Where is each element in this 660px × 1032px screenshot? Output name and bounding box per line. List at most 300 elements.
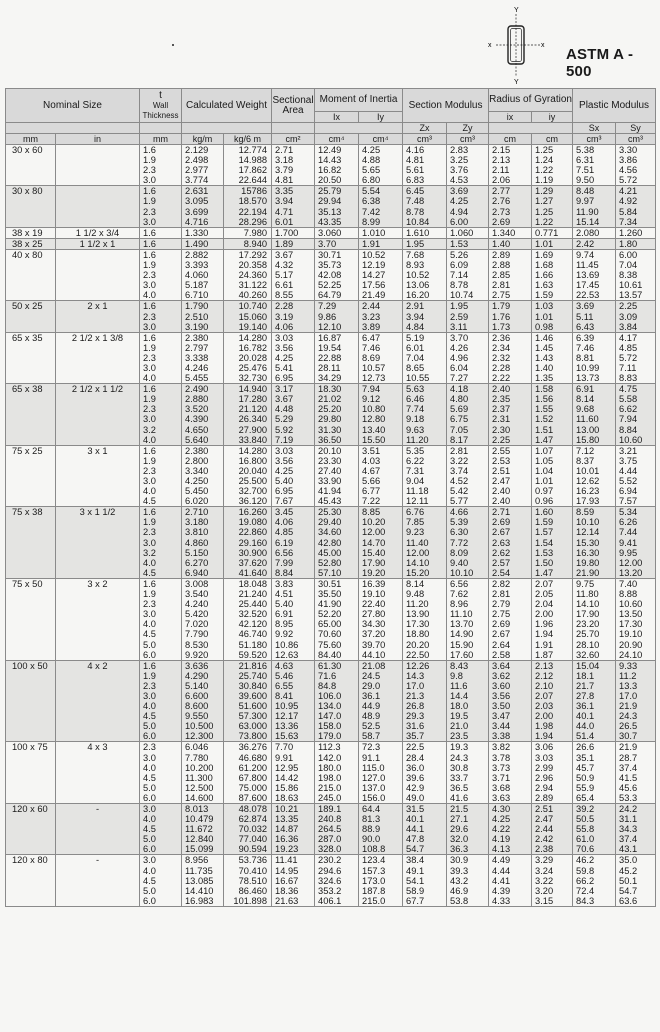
ix-value: 179.0 [318, 731, 342, 742]
rx-cell [489, 186, 532, 227]
ry-cell [532, 227, 573, 238]
weight-kg6m-value: 51.600 [238, 701, 268, 712]
weight-kgm-cell [182, 332, 224, 383]
area-value: 12.17 [275, 711, 299, 722]
weight-kgm-cell [182, 249, 224, 300]
sx-value: 21.90 [576, 567, 600, 578]
zy-value: 53.8 [450, 895, 469, 906]
iy-value: 81.3 [362, 814, 381, 825]
zx-value: 49.1 [406, 865, 425, 876]
area-value: 5.46 [275, 670, 294, 681]
rx-cell [489, 384, 532, 446]
sy-value: 1.260 [619, 227, 643, 238]
iy-value: 14.27 [362, 270, 386, 281]
iy-value: 123.4 [362, 855, 386, 866]
zx-cell [403, 332, 447, 383]
weight-kgm-cell [182, 301, 224, 332]
zx-value: 7.31 [406, 465, 425, 476]
rx-cell [489, 145, 532, 186]
zy-value: 4.25 [450, 196, 469, 207]
size-mm-cell: 50 x 25 [6, 301, 56, 332]
rx-cell [489, 227, 532, 238]
table-row [6, 855, 656, 906]
size-mm-cell: 75 x 25 [6, 445, 56, 507]
zx-value: 14.10 [406, 557, 430, 568]
unit-zx: cm³ [403, 134, 447, 145]
iy-value: 1.010 [362, 227, 386, 238]
size-in-cell [56, 186, 140, 227]
sx-value: 16.23 [576, 486, 600, 497]
unit-mm: mm [6, 134, 56, 145]
ix-value: 180.0 [318, 762, 342, 773]
iy-value: 12.00 [362, 527, 386, 538]
rx-value: 2.51 [492, 465, 511, 476]
zx-value: 7.48 [406, 196, 425, 207]
weight-kgm-value: 4.240 [185, 599, 209, 610]
rx-cell [489, 445, 532, 507]
ry-value: 1.25 [535, 206, 554, 217]
rx-cell [489, 660, 532, 742]
zy-value: 3.11 [450, 321, 468, 332]
ry-value: 2.12 [535, 670, 554, 681]
ry-value: 0.771 [535, 227, 559, 238]
ix-value: 264.5 [318, 824, 342, 835]
sy-value: 28.7 [619, 752, 638, 763]
ix-cell [315, 332, 359, 383]
zx-value: 16.20 [406, 290, 430, 301]
zx-value: 8.78 [406, 206, 425, 217]
thickness-value: 2.3 [143, 352, 156, 363]
ix-value: 23.30 [318, 455, 342, 466]
ix-value: 30.71 [318, 249, 342, 260]
iy-cell [359, 445, 403, 507]
ix-value: 31.30 [318, 424, 342, 435]
sy-value: 8.84 [619, 424, 638, 435]
sy-value: 5.34 [619, 507, 638, 518]
sx-value: 23.20 [576, 619, 600, 630]
thickness-value: 4.0 [143, 557, 156, 568]
rx-value: 2.30 [492, 424, 511, 435]
area-value: 5.40 [275, 599, 294, 610]
weight-kg6m-value: 17.862 [238, 165, 268, 176]
rx-value: 1.79 [492, 301, 511, 312]
standard-title: ASTM A - 500 [566, 46, 634, 80]
zx-value: 42.9 [406, 782, 425, 793]
ry-value: 2.00 [535, 711, 554, 722]
zy-value: 2.83 [450, 145, 469, 155]
sx-value: 9.97 [576, 196, 595, 207]
thickness-value: 1.9 [143, 394, 156, 405]
zx-value: 7.68 [406, 249, 425, 260]
area-cell [272, 804, 315, 855]
rx-value: 2.13 [492, 155, 511, 166]
rx-cell [489, 804, 532, 855]
rx-value: 2.36 [492, 332, 511, 343]
size-mm-cell: 75 x 38 [6, 507, 56, 579]
iy-value: 39.70 [362, 639, 386, 650]
zy-cell [447, 804, 489, 855]
area-value: 3.18 [275, 155, 294, 166]
iy-value: 12.73 [362, 373, 386, 384]
table-row [6, 445, 656, 507]
table-row [6, 238, 656, 249]
zy-value: 5.42 [450, 486, 469, 497]
iy-value: 6.38 [362, 196, 381, 207]
ix-value: 42.80 [318, 537, 342, 548]
weight-kg6m-value: 12.774 [238, 145, 268, 155]
sx-value: 9.74 [576, 249, 595, 260]
iy-value: 10.80 [362, 404, 386, 415]
sy-value: 4.85 [619, 342, 638, 353]
iy-value: 156.0 [362, 792, 386, 803]
rx-value: 2.22 [492, 373, 511, 384]
sy-value: 8.38 [619, 270, 638, 281]
iy-value: 90.0 [362, 834, 381, 845]
zx-value: 7.04 [406, 352, 425, 363]
weight-kgm-value: 2.510 [185, 311, 209, 322]
ry-cell [532, 660, 573, 742]
sx-cell [573, 445, 616, 507]
area-value: 6.95 [275, 373, 294, 384]
weight-kg6m-value: 16.800 [238, 455, 268, 466]
ix-value: 34.29 [318, 373, 342, 384]
sy-cell [616, 507, 656, 579]
ix-value: 353.2 [318, 885, 342, 896]
sx-value: 3.69 [576, 301, 595, 312]
section-properties-table [5, 88, 656, 907]
weight-kg6m-value: 37.620 [238, 557, 268, 568]
area-cell [272, 186, 315, 227]
sy-value: 3.30 [619, 145, 638, 155]
ry-value: 3.24 [535, 865, 554, 876]
zy-value: 8.17 [450, 434, 469, 445]
area-cell [272, 249, 315, 300]
rx-value: 3.78 [492, 752, 511, 763]
ix-value: 245.0 [318, 792, 342, 803]
thickness-value: 2.3 [143, 465, 156, 476]
iy-value: 24.5 [362, 670, 381, 681]
zy-value: 4.52 [450, 476, 469, 486]
thickness-value: 1.9 [143, 670, 156, 681]
sx-value: 15.30 [576, 537, 600, 548]
sy-value: 17.30 [619, 619, 643, 630]
area-value: 4.06 [275, 321, 294, 332]
ry-value: 1.94 [535, 629, 554, 640]
weight-kgm-cell [182, 186, 224, 227]
rx-cell [489, 332, 532, 383]
iy-value: 2.44 [362, 301, 381, 312]
zx-value: 31.5 [406, 804, 425, 814]
rx-value: 3.63 [492, 792, 511, 803]
sy-value: 7.11 [619, 362, 637, 373]
sx-value: 9.50 [576, 175, 595, 186]
rx-value: 2.69 [492, 216, 511, 227]
sy-value: 1.80 [619, 238, 638, 249]
weight-kg6m-value: 15.060 [238, 311, 268, 322]
sy-cell [616, 227, 656, 238]
weight-kg6m-value: 61.200 [238, 762, 268, 773]
zy-value: 5.39 [450, 517, 469, 528]
thickness-value: 4.5 [143, 496, 156, 507]
table-row [6, 742, 656, 804]
weight-kgm-value: 6.940 [185, 567, 209, 578]
thickness-value: 1.6 [143, 332, 156, 343]
sy-value: 5.52 [619, 476, 638, 486]
weight-kg6m-value: 48.078 [238, 804, 268, 814]
iy-header: Iy [359, 112, 403, 123]
iy-value: 157.3 [362, 865, 386, 876]
sx-cell [573, 384, 616, 446]
thickness-value: 3.0 [143, 280, 156, 291]
sx-value: 17.93 [576, 496, 600, 507]
ry-cell [532, 186, 573, 227]
thickness-value: 6.0 [143, 792, 156, 803]
iy-value: 10.57 [362, 362, 386, 373]
zx-value: 58.9 [406, 885, 425, 896]
sy-value: 2.25 [619, 301, 638, 312]
area-value: 13.36 [275, 721, 299, 732]
rx-value: 3.60 [492, 680, 511, 691]
rx-value: 2.81 [492, 280, 511, 291]
ix-value: 134.0 [318, 701, 342, 712]
ix-value: 64.79 [318, 290, 342, 301]
weight-kg6m-cell [224, 804, 272, 855]
rx-value: 1.76 [492, 311, 511, 322]
weight-kgm-value: 14.600 [185, 792, 214, 803]
thickness-value: 3.0 [143, 855, 156, 866]
size-mm-cell: 30 x 60 [6, 145, 56, 186]
iy-value: 3.23 [362, 311, 381, 322]
area-value: 6.91 [275, 609, 294, 620]
weight-kgm-value: 2.380 [185, 445, 209, 456]
rx-value: 2.40 [492, 496, 511, 507]
sy-value: 43.1 [619, 844, 638, 855]
thickness-value: 1.9 [143, 455, 156, 466]
rx-value: 3.82 [492, 742, 511, 753]
thickness-cell [140, 742, 182, 804]
zy-value: 3.25 [450, 155, 469, 166]
sy-value: 5.72 [619, 175, 638, 186]
weight-kgm-value: 12.840 [185, 834, 214, 845]
rx-value: 1.340 [492, 227, 516, 238]
weight-kg6m-value: 19.080 [238, 517, 268, 528]
weight-kgm-value: 16.983 [185, 895, 214, 906]
thickness-value: 2.3 [143, 270, 156, 281]
weight-kgm-value: 3.190 [185, 321, 209, 332]
ix-value: 29.80 [318, 414, 342, 425]
ix-value: 45.00 [318, 547, 342, 558]
weight-kgm-cell [182, 855, 224, 906]
ry-cell [532, 384, 573, 446]
zx-value: 36.0 [406, 762, 425, 773]
zy-value: 4.53 [450, 175, 469, 186]
weight-kg6m-value: 78.510 [238, 875, 268, 886]
zy-cell [447, 145, 489, 186]
thickness-cell [140, 145, 182, 186]
rx-value: 2.47 [492, 476, 511, 486]
zy-value: 11.6 [450, 680, 468, 691]
iy-cell [359, 145, 403, 186]
rx-value: 2.15 [492, 145, 511, 155]
weight-kg6m-value: 14.280 [238, 332, 268, 343]
ix-value: 52.80 [318, 557, 342, 568]
table-row [6, 227, 656, 238]
area-cell [272, 384, 315, 446]
area-value: 6.95 [275, 486, 294, 497]
area-value: 3.35 [275, 186, 294, 197]
zy-value: 17.60 [450, 649, 474, 660]
weight-kg6m-value: 30.840 [238, 680, 268, 691]
sy-value: 9.41 [619, 537, 638, 548]
area-cell [272, 227, 315, 238]
table-row [6, 507, 656, 579]
weight-kg6m-value: 22.644 [238, 175, 268, 186]
size-in-cell: 3 x 1 1/2 [56, 507, 140, 579]
sy-value: 26.5 [619, 721, 638, 732]
ry-value: 1.47 [535, 567, 554, 578]
zy-cell [447, 855, 489, 906]
weight-kg6m-value: 25.500 [238, 476, 268, 486]
sx-value: 5.11 [576, 311, 594, 322]
area-value: 16.67 [275, 875, 299, 886]
zx-value: 11.40 [406, 537, 429, 548]
zx-value: 11.20 [406, 599, 429, 610]
area-value: 4.06 [275, 517, 294, 528]
thickness-value: 6.0 [143, 895, 156, 906]
ix-value: 215.0 [318, 782, 342, 793]
sy-value: 10.60 [619, 434, 643, 445]
thickness-value: 2.3 [143, 680, 156, 691]
iy-value: 21.49 [362, 290, 386, 301]
sx-value: 6.39 [576, 332, 595, 343]
size-mm-cell: 65 x 35 [6, 332, 56, 383]
zx-value: 5.63 [406, 384, 425, 395]
weight-kgm-value: 5.640 [185, 434, 209, 445]
table-row [6, 145, 656, 186]
sx-value: 8.59 [576, 507, 595, 518]
thickness-value: 1.6 [143, 445, 156, 456]
sx-value: 25.70 [576, 629, 600, 640]
ix-value: 9.86 [318, 311, 337, 322]
sy-value: 4.21 [619, 186, 638, 197]
zx-value: 8.14 [406, 578, 425, 589]
ix-value: 7.29 [318, 301, 337, 312]
area-value: 5.41 [275, 362, 294, 373]
zy-value: 11.10 [450, 609, 473, 620]
weight-kgm-value: 5.150 [185, 547, 209, 558]
sx-value: 16.30 [576, 547, 600, 558]
weight-kg6m-value: 53.736 [238, 855, 268, 866]
iy-cell [359, 660, 403, 742]
ry-value: 1.54 [535, 537, 554, 548]
rx-value: 3.47 [492, 711, 511, 722]
zy-value: 7.27 [450, 373, 469, 384]
weight-kgm-value: 8.013 [185, 804, 209, 814]
sx-value: 6.43 [576, 321, 595, 332]
area-value: 8.55 [275, 290, 294, 301]
zy-value: 4.18 [450, 384, 469, 395]
iy-value: 187.8 [362, 885, 386, 896]
weight-kg6m-cell [224, 384, 272, 446]
rx-value: 2.35 [492, 394, 511, 405]
zy-value: 14.4 [450, 690, 469, 701]
ix-value: 35.50 [318, 589, 342, 600]
weight-kgm-value: 5.455 [185, 373, 209, 384]
sx-value: 28.10 [576, 639, 600, 650]
zy-cell [447, 238, 489, 249]
sx-value: 10.99 [576, 362, 600, 373]
iy-value: 1.91 [362, 238, 381, 249]
thickness-value: 1.9 [143, 517, 156, 528]
size-mm-cell: 100 x 75 [6, 742, 56, 804]
inertia-spacer [315, 123, 403, 134]
sy-value: 10.60 [619, 599, 643, 610]
ry-value: 1.98 [535, 721, 554, 732]
weight-kg6m-cell [224, 301, 272, 332]
area-cell [272, 238, 315, 249]
ix-value: 142.0 [318, 752, 342, 763]
rx-value: 1.73 [492, 321, 511, 332]
ry-value: 2.96 [535, 772, 554, 783]
unit-kgm: kg/m [182, 134, 224, 145]
ix-cell [315, 855, 359, 906]
zy-cell [447, 660, 489, 742]
ix-value: 22.88 [318, 352, 342, 363]
table-body [6, 145, 656, 907]
zy-value: 10.74 [450, 290, 474, 301]
iy-value: 19.10 [362, 589, 386, 600]
sx-value: 72.4 [576, 885, 595, 896]
area-value: 6.19 [275, 537, 294, 548]
ix-value: 84.8 [318, 680, 337, 691]
unit-zy: cm³ [447, 134, 489, 145]
rx-value: 3.56 [492, 690, 511, 701]
thickness-cell [140, 660, 182, 742]
zx-value: 54.1 [406, 875, 425, 886]
axis-y-bottom-label: Y [514, 79, 519, 86]
zx-value: 1.95 [406, 238, 425, 249]
sx-cell [573, 301, 616, 332]
zx-value: 31.6 [406, 721, 425, 732]
iy-value: 34.30 [362, 619, 386, 630]
ry-cell [532, 855, 573, 906]
area-cell [272, 445, 315, 507]
sy-value: 3.09 [619, 311, 638, 322]
rx-value: 2.25 [492, 434, 511, 445]
iy-value: 48.9 [362, 711, 381, 722]
sx-value: 6.91 [576, 384, 595, 395]
zx-value: 4.81 [406, 155, 425, 166]
table-row [6, 660, 656, 742]
area-value: 5.92 [275, 424, 294, 435]
sx-value: 13.73 [576, 373, 600, 384]
size-in-cell: 3 x 2 [56, 578, 140, 660]
rx-value: 3.50 [492, 701, 511, 712]
zx-value: 35.7 [406, 731, 425, 742]
zy-value: 6.30 [450, 527, 469, 538]
area-value: 3.56 [275, 342, 294, 353]
zx-value: 5.35 [406, 445, 425, 456]
thickness-value: 1.9 [143, 260, 156, 271]
weight-kgm-value: 15.099 [185, 844, 214, 855]
sy-cell [616, 804, 656, 855]
size-in-cell: 1 1/2 x 1 [56, 238, 140, 249]
weight-kgm-value: 3.008 [185, 578, 209, 589]
properties-table-wrapper [5, 88, 655, 907]
thickness-cell [140, 578, 182, 660]
rx-value: 4.41 [492, 875, 511, 886]
thickness-cell [140, 249, 182, 300]
